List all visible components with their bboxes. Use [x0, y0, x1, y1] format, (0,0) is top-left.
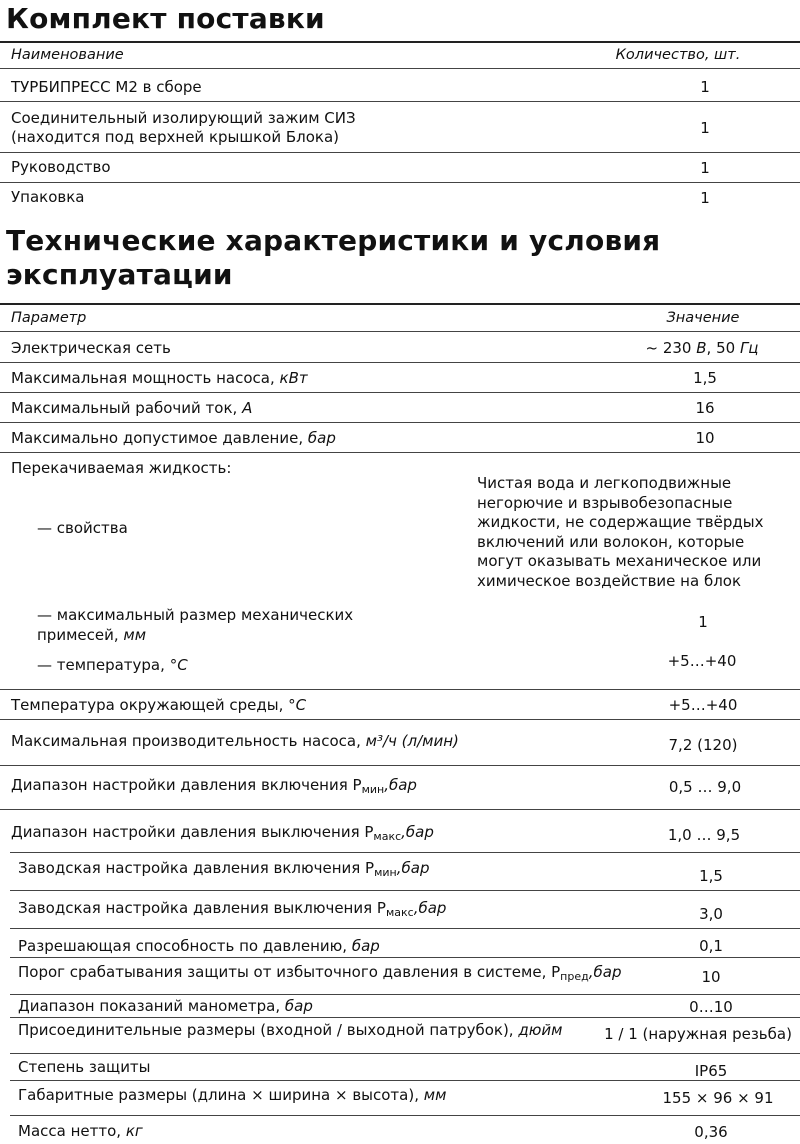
value-particle-size: 1 — [698, 613, 708, 631]
param-pumped-fluid: Перекачиваемая жидкость: — [11, 459, 232, 477]
value-connection-sizes: 1 / 1 (наружная резьба) — [604, 1025, 792, 1043]
param-max-pressure: Максимально допустимое давление, бар — [11, 429, 336, 447]
value-factory-off-pressure: 3,0 — [699, 905, 723, 923]
param-protection-degree: Степень защиты — [18, 1058, 151, 1076]
delivery-item-name: Руководство — [11, 158, 111, 176]
column-header-parameter: Параметр — [11, 310, 87, 326]
column-header-quantity: Количество, шт. — [615, 47, 741, 63]
value-off-pressure-range: 1,0 … 9,5 — [667, 826, 741, 844]
param-factory-off-pressure: Заводская настройка давления выключения $Р_{макс},бар$ — [18, 899, 447, 919]
param-max-current: Максимальный рабочий ток, А — [11, 399, 253, 417]
value-electric-network: ~ 230 В, 50 Гц — [645, 339, 759, 357]
delivery-item-qty: 1 — [700, 159, 710, 177]
divider — [10, 852, 800, 853]
value-pressure-resolution: 0,1 — [699, 937, 723, 955]
divider — [0, 765, 800, 766]
value-max-power: 1,5 — [693, 369, 717, 387]
param-max-power: Максимальная мощность насоса, кВт — [11, 369, 308, 387]
divider — [0, 689, 800, 690]
param-dimensions: Габаритные размеры (длина × ширина × высота), мм — [18, 1086, 447, 1104]
param-overpressure-threshold: Порог срабатывания защиты от избыточного давления в системе, $Р_{пред},бар$ — [18, 963, 622, 983]
divider — [0, 392, 800, 393]
divider — [10, 890, 800, 891]
value-gauge-range: 0…10 — [689, 998, 733, 1016]
value-protection-degree: IP65 — [694, 1062, 728, 1080]
delivery-item-name-note: (находится под верхней крышкой Блока) — [11, 128, 340, 146]
divider — [10, 994, 800, 995]
value-net-weight: 0,36 — [694, 1123, 728, 1141]
divider — [0, 452, 800, 453]
value-max-current: 16 — [695, 399, 715, 417]
param-particle-size-cont: примесей, мм — [37, 626, 147, 644]
param-connection-sizes: Присоединительные размеры (входной / выходной патрубок), дюйм — [18, 1021, 563, 1039]
value-dimensions: 155 × 96 × 91 — [662, 1089, 774, 1107]
divider — [10, 1115, 800, 1116]
value-on-pressure-range: 0,5 … 9,0 — [668, 778, 742, 796]
delivery-item-qty: 1 — [700, 119, 710, 137]
divider — [0, 422, 800, 423]
divider — [0, 362, 800, 363]
param-pressure-resolution: Разрешающая способность по давлению, бар — [18, 937, 380, 955]
divider — [0, 152, 800, 153]
value-max-pressure: 10 — [695, 429, 715, 447]
param-max-capacity: Максимальная производительность насоса, м³/ч (л/мин) — [11, 732, 459, 750]
divider — [0, 101, 800, 102]
divider — [10, 957, 800, 958]
value-overpressure-threshold: 10 — [701, 968, 721, 986]
column-header-value: Значение — [666, 310, 740, 326]
param-factory-on-pressure: Заводская настройка давления включения $Р_{мин},бар$ — [18, 859, 430, 879]
divider — [10, 1017, 800, 1018]
divider — [0, 182, 800, 183]
divider — [10, 1080, 800, 1081]
divider — [0, 68, 800, 69]
delivery-item-qty: 1 — [700, 189, 710, 207]
param-net-weight: Масса нетто, кг — [18, 1122, 143, 1140]
param-on-pressure-range: Диапазон настройки давления включения $Р_{мин},бар$ — [11, 776, 417, 796]
param-ambient-temperature: Температура окружающей среды, °С — [11, 696, 307, 714]
divider — [10, 1053, 800, 1054]
value-ambient-temperature: +5…+40 — [668, 696, 738, 714]
column-header-name: Наименование — [11, 47, 124, 63]
param-off-pressure-range: Диапазон настройки давления выключения $Р_{макс},бар$ — [11, 823, 434, 843]
divider — [0, 303, 800, 305]
value-max-capacity: 7,2 (120) — [668, 736, 738, 754]
divider — [0, 331, 800, 332]
param-particle-size: — максимальный размер механических — [37, 606, 354, 624]
delivery-item-name: Упаковка — [11, 188, 85, 206]
param-fluid-properties: — свойства — [37, 519, 128, 537]
value-factory-on-pressure: 1,5 — [699, 867, 723, 885]
value-fluid-properties: Чистая вода и легкоподвижные негорючие и взрывобезопасные жидкости, не содержащие твёрдых включений или волокон, которые могут оказывать механическое или химическое воздействие на блок — [477, 474, 764, 590]
divider — [0, 809, 800, 810]
value-fluid-temperature: +5…+40 — [667, 652, 737, 670]
divider — [10, 928, 800, 929]
param-electric-network: Электрическая сеть — [11, 339, 171, 357]
delivery-item-name: ТУРБИПРЕСС М2 в сборе — [11, 78, 202, 96]
divider — [0, 719, 800, 720]
section-title-specs: Технические характеристики и условия эксплуатации — [6, 224, 661, 291]
param-gauge-range: Диапазон показаний манометра, бар — [18, 997, 313, 1015]
delivery-item-name: Соединительный изолирующий зажим СИЗ — [11, 109, 356, 127]
section-title-delivery: Комплект поставки — [6, 2, 325, 35]
divider — [0, 41, 800, 43]
param-fluid-temperature: — температура, °С — [37, 656, 188, 674]
delivery-item-qty: 1 — [700, 78, 710, 96]
